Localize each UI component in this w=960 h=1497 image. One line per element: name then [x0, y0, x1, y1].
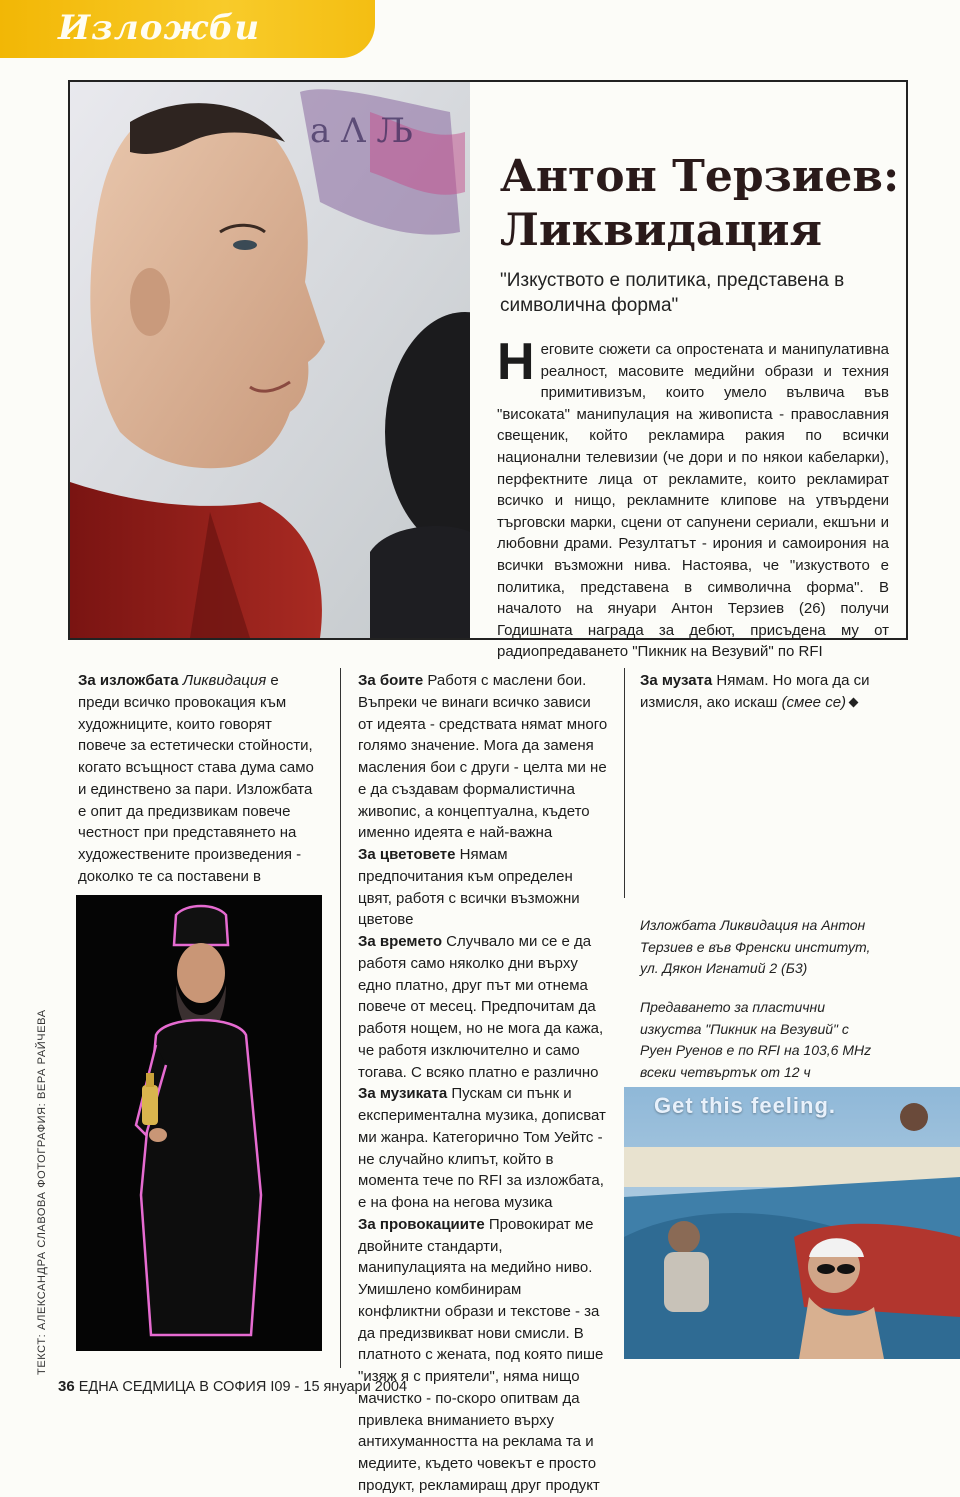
q-time	[358, 931, 608, 1083]
headline-line-2: Ликвидация	[500, 205, 823, 256]
q-time-text: Случвало ми се е да работя само няколко дни върху едно платно, друг път ми отнема повече от месец. Предпочитам да работя нощем, но не мога да кажа, че работя изключително и само тогава. С всяко платно е различно	[358, 933, 604, 1081]
article-column-1	[78, 670, 318, 931]
q-paints-label: За боите	[358, 672, 424, 689]
priest-painting	[76, 895, 322, 1351]
q-colors-text: Нямам предпочитания към определен цвят, работя с всички възможни цветове	[358, 846, 580, 929]
q-muse-label: За музата	[640, 672, 713, 689]
section-label: Изложби	[58, 8, 261, 48]
photo-credits: ТЕКСТ: АЛЕКСАНДРА СЛАВОВА ФОТОГРАФИЯ: ВЕРА РАЙЧЕВА	[36, 1009, 48, 1375]
article-column-3	[640, 670, 880, 714]
q-music-label: За музиката	[358, 1085, 448, 1103]
q-muse	[640, 670, 880, 714]
q-exhibition-title: Ликвидация	[182, 672, 267, 689]
column-rule-2	[624, 668, 625, 898]
headline-line-1: Антон Терзиев:	[500, 151, 900, 202]
q-time-label: За времето	[358, 933, 442, 950]
svg-text:а Λ Љ: а Λ Љ	[310, 111, 414, 151]
q-paints	[358, 670, 608, 844]
lead-text: еговите сюжети са опростената и манипулативна реалност, масовите медийни образи и техния примитивизъм, които умело вълвича във "високата" манипулация на живописта - православния свещеник, който рекламира ракия по всички национални телевизии (че дори и по някои кабеларки), перфектните лица от рекламите, които рекламират всичко и нищо, рекламните клипове на утвърдени търговски марки, сцени от сапунени сериали, екшъни и любовни драми. Резултатът - ирония и самоирония на всички възможни нива. Настоява, че "изкуството е политика, представена в символична форма". В началото на януари Антон Терзиев (26) получи Годишната награда за дебют, присъдена му от радиопредаването "Пикник на Везувий" по RFI	[497, 341, 889, 661]
section-tab	[0, 0, 375, 58]
exhibition-info: Изложбата Ликвидация на Антон Терзиев е във Френски институт, ул. Дякон Игнатий 2 (Б3)	[640, 917, 871, 976]
q-muse-aside: (смее се)	[781, 693, 847, 711]
q-paints-text: Работя с маслени бои. Въпреки че винаги всичко зависи от идеята - средствата нямат много голямо значение. Мога да заменя масления бои с други - целта ми не е да създавам формалистична живопис, а концептуална, където именно идеята е най-важна	[358, 672, 608, 842]
q-music-text: Пускам си пънк и експериментална музика, дописват ми жанра. Категорично Том Уейтс - не случайно клипът, който в момента тече по RFI за изложбата, е на фона на негова музика	[358, 1085, 606, 1211]
lead-paragraph	[497, 333, 889, 663]
q-provocations-text: Провокират ме двойните стандарти, манипулацията на медийно ниво. Умишлено комбинирам конфликтни образи и текстове - за да предизвикват нови смисли. В платното с жената, под която пише "изяж я с приятели", няма нищо мачистко - по-скоро опитвам да привлека вниманието върху антихуманността на реклама та и медиите, където човекът е просто продукт, рекламиращ друг продукт	[358, 1215, 604, 1494]
column-rule-1	[340, 668, 341, 1368]
page-number: 36	[58, 1378, 75, 1395]
ad-caption: Get this feeling.	[654, 1093, 837, 1118]
drop-cap: Н	[497, 333, 535, 391]
q-colors-label: За цветовете	[358, 846, 456, 863]
q-colors	[358, 844, 608, 931]
q-music	[358, 1083, 608, 1214]
get-this-feeling-painting	[624, 1087, 960, 1359]
q-exhibition-text: е преди всичко провокация към художниците, които говорят повече за естетически стойности, когато всъщност става дума само и единствено за пари. Изложбата е опит да предизвикам повече честност при представянето на художествените произведения - доколко те са поставени в	[78, 672, 314, 885]
headline	[500, 150, 900, 258]
end-mark-icon	[849, 697, 859, 707]
portrait-photo	[70, 82, 470, 638]
footer-publication: ЕДНА СЕДМИЦА В СОФИЯ І09 - 15 януари 2004	[78, 1379, 408, 1395]
radio-info: Предаването за пластични изкуства "Пикник на Везувий" с Руен Руенов е по RFI на 103,6 MHz всеки четвъртък от 12 ч	[640, 999, 872, 1080]
q-muse-text: Нямам. Но мога да си измисля, ако искаш	[640, 672, 870, 711]
q-provocations-label: За провокациите	[358, 1215, 485, 1233]
article-column-2	[358, 670, 608, 1497]
page-footer	[58, 1378, 458, 1395]
subhead-quote: "Изкуството е политика, представена в символична форма"	[500, 270, 845, 316]
q-exhibition-label: За изложбата	[78, 672, 179, 689]
q-provocations	[358, 1214, 608, 1497]
